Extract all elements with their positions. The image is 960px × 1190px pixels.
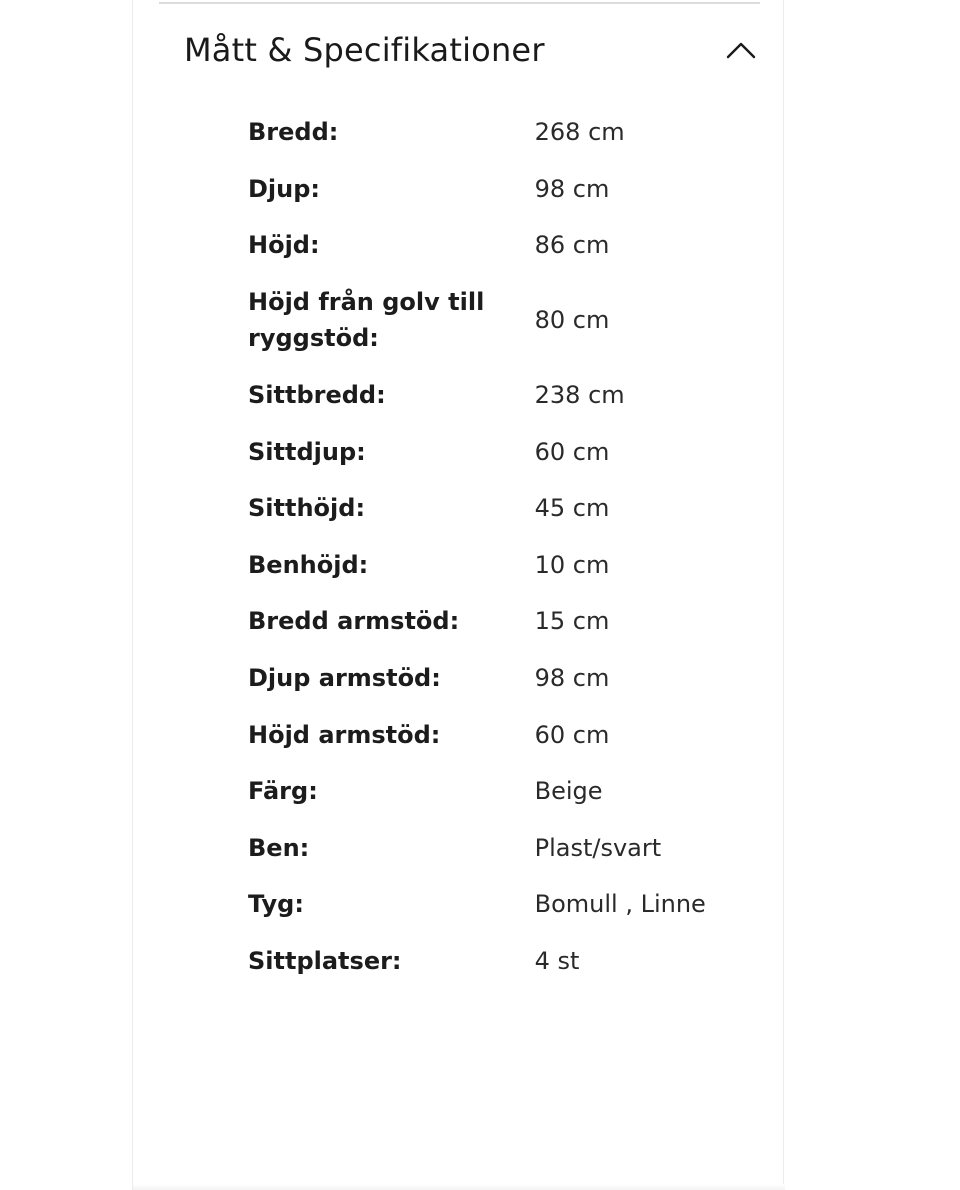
spec-label: Bredd: (248, 118, 339, 146)
spec-value: 60 cm (534, 437, 610, 466)
spec-label: Sittdjup: (248, 437, 366, 466)
spec-label: Sittbredd: (248, 380, 386, 409)
spec-row (248, 820, 748, 877)
spec-label: Djup armstöd: (248, 663, 441, 692)
spec-value: Beige (534, 777, 603, 806)
spec-label: Höjd från golv till ryggstöd: (248, 287, 485, 353)
spec-row (248, 876, 748, 933)
spec-row (248, 763, 748, 820)
bottom-edge (133, 1184, 785, 1190)
spec-value: 4 st (534, 946, 580, 975)
spec-value: 80 cm (534, 306, 610, 335)
spec-value: 98 cm (534, 663, 610, 692)
chevron-up-icon[interactable] (724, 38, 758, 62)
specifications-accordion-header[interactable] (159, 20, 760, 84)
spec-value: Plast/svart (534, 833, 662, 862)
spec-label: Färg: (248, 777, 318, 806)
spec-row (248, 217, 748, 274)
spec-label: Ben: (248, 833, 310, 862)
spec-label: Höjd armstöd: (248, 720, 441, 749)
spec-row (248, 707, 748, 764)
spec-row (248, 650, 748, 707)
spec-value: 268 cm (534, 118, 625, 146)
spec-row (248, 933, 748, 990)
spec-value: 45 cm (534, 494, 610, 523)
spec-row (248, 161, 748, 218)
spec-label: Sittplatser: (248, 946, 402, 975)
section-title: Mått & Specifikationer (184, 31, 545, 69)
spec-row (248, 367, 748, 424)
spec-value: 15 cm (534, 607, 610, 636)
top-divider (159, 2, 760, 4)
spec-value: 60 cm (534, 720, 610, 749)
spec-table (248, 104, 748, 990)
spec-row (248, 593, 748, 650)
spec-label: Höjd: (248, 231, 320, 260)
spec-row (248, 424, 748, 481)
spec-row (248, 480, 748, 537)
spec-row (248, 104, 748, 161)
spec-value: 10 cm (534, 550, 610, 579)
spec-label: Djup: (248, 174, 321, 203)
spec-row (248, 274, 748, 367)
spec-value: Bomull , Linne (534, 890, 706, 919)
spec-label: Benhöjd: (248, 550, 369, 579)
spec-value: 238 cm (534, 380, 625, 409)
spec-value: 86 cm (534, 231, 610, 260)
specifications-panel (132, 0, 784, 1190)
spec-row (248, 537, 748, 594)
spec-label: Sitthöjd: (248, 494, 366, 523)
spec-label: Bredd armstöd: (248, 607, 460, 636)
spec-value: 98 cm (534, 174, 610, 203)
spec-label: Tyg: (248, 890, 304, 919)
